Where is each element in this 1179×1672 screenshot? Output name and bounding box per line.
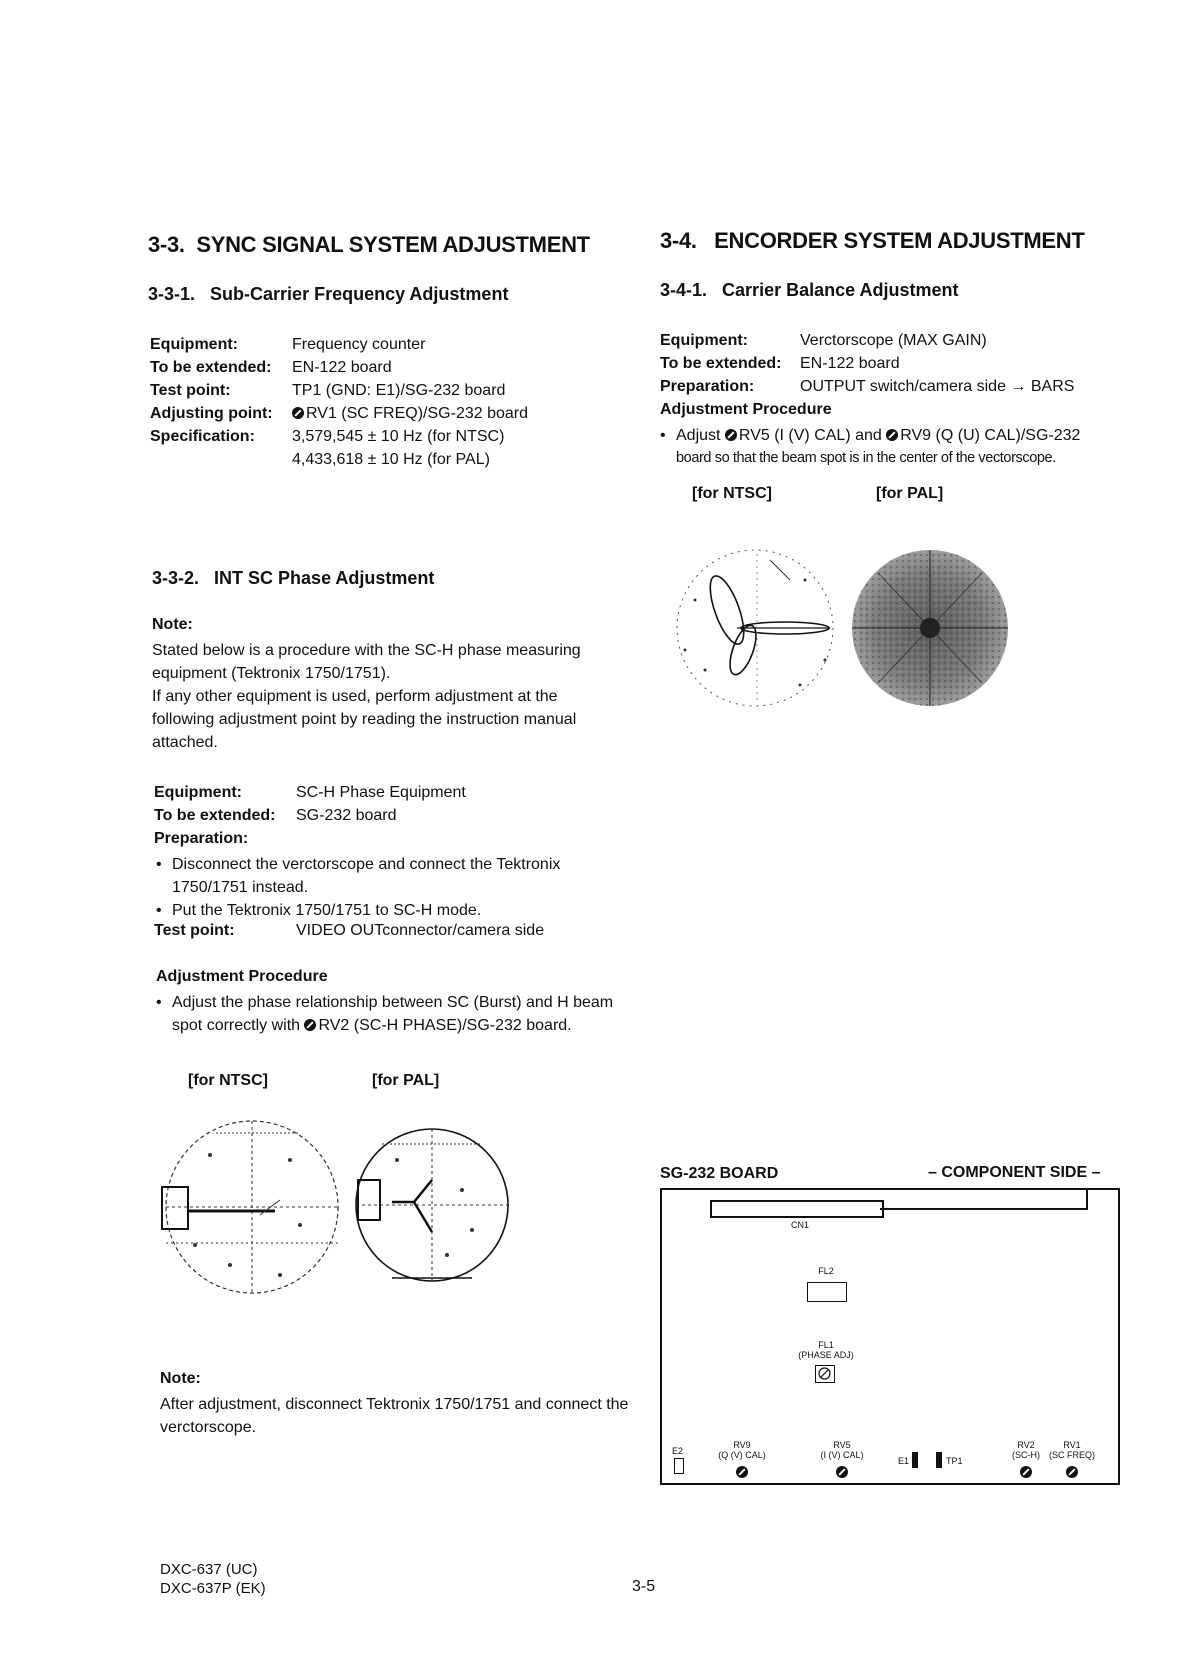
bullet-text: board so that the beam spot is in the center of the vectorscope. (676, 450, 1056, 466)
rv9-label: RV9 (733, 1440, 751, 1450)
e1-pad (912, 1452, 918, 1468)
spec-value: Verctorscope (MAX GAIN) (800, 332, 987, 349)
note-paragraph: If any other equipment is used, perform adjustment at the following adjustment point by reading the instruction manual attached. (152, 688, 577, 751)
sch-scope-pal-figure (352, 1120, 512, 1300)
subsection-3-4-1-heading (660, 280, 958, 301)
section-3-3-heading (148, 232, 590, 258)
subsection-title: Carrier Balance Adjustment (722, 280, 959, 300)
spec-value: EN-122 board (292, 359, 392, 376)
subsection-number: 3-4-1. (660, 280, 708, 300)
spec-label: Test point: (150, 382, 231, 399)
spec-row-extended (154, 807, 397, 825)
spec-value: OUTPUT switch/camera side → BARS (800, 378, 1075, 395)
potentiometer-icon (725, 429, 737, 441)
prep-bullet (156, 899, 617, 922)
procedure-label: Adjustment Procedure (660, 401, 832, 418)
spec-row-equipment (660, 332, 987, 350)
spec-row-test-point (150, 382, 506, 400)
spec-label: Equipment: (154, 784, 242, 801)
fl1-component (815, 1365, 835, 1383)
note-paragraph: Stated below is a procedure with the SC-H phase measuring equipment (Tektronix 1750/1751). (152, 642, 581, 682)
spec-value: SC-H Phase Equipment (296, 784, 466, 801)
e2-pad (674, 1458, 684, 1474)
subsection-number: 3-3-2. (152, 568, 200, 588)
spec-label: Specification: (150, 428, 255, 445)
subsection-title: Sub-Carrier Frequency Adjustment (210, 284, 509, 304)
section-title: SYNC SIGNAL SYSTEM ADJUSTMENT (196, 232, 590, 257)
bullet-text: Disconnect the verctorscope and connect the Tektronix 1750/1751 instead. (172, 856, 561, 896)
spec-row-extended (150, 359, 392, 377)
spec-row-preparation (660, 378, 1075, 396)
bullet-icon: • (156, 856, 162, 873)
spec-label: To be extended: (660, 355, 782, 372)
note-text (152, 639, 617, 754)
bullet-text: Put the Tektronix 1750/1751 to SC-H mode. (172, 902, 482, 919)
spec-row-preparation (154, 830, 248, 848)
spec-row-equipment (154, 784, 466, 802)
spec-value: 3,579,545 ± 10 Hz (for NTSC) (292, 428, 505, 445)
fl2-label: FL2 (818, 1266, 834, 1276)
footer-model: DXC-637P (EK) (160, 1580, 266, 1597)
bullet-text: Adjust the phase relationship between SC (Burst) and H beam spot correctly with (172, 994, 614, 1034)
spec-label: Equipment: (660, 332, 748, 349)
vectorscope-ntsc-figure (665, 540, 845, 715)
spec-row-extended (660, 355, 900, 373)
spec-row-equipment (150, 336, 426, 354)
potentiometer-icon (886, 429, 898, 441)
fl1-sublabel: (PHASE ADJ) (798, 1350, 854, 1360)
spec-row-specification (150, 428, 505, 446)
procedure-label: Adjustment Procedure (156, 968, 328, 985)
bullet-icon: • (156, 994, 162, 1011)
footer-models (160, 1560, 266, 1598)
rv1-potentiometer-icon (1066, 1466, 1078, 1478)
section-3-4-heading (660, 228, 1084, 254)
bullet-text: RV5 (I (V) CAL) and (738, 427, 887, 444)
spec-label: Preparation: (154, 830, 249, 847)
spec-label: Test point: (154, 922, 235, 939)
spec-label: Preparation: (660, 378, 755, 395)
spec-label: Adjusting point: (150, 405, 273, 422)
sch-scope-ntsc-figure (150, 1115, 355, 1305)
procedure-bullet (660, 424, 1131, 470)
spec-label: To be extended: (150, 359, 272, 376)
section-number: 3-4. (660, 228, 697, 253)
bullet-icon: • (156, 902, 162, 919)
e2-label: E2 (672, 1446, 684, 1456)
bullet-text: Adjust (676, 427, 725, 444)
section-title: ENCORDER SYSTEM ADJUSTMENT (714, 228, 1085, 253)
note2-label: Note: (160, 1370, 201, 1387)
rv2-potentiometer-icon (1020, 1466, 1032, 1478)
figure-label-ntsc: [for NTSC] (692, 485, 772, 502)
spec-value: VIDEO OUTconnector/camera side (296, 922, 545, 939)
rv5-sublabel: (I (V) CAL) (820, 1450, 864, 1460)
rv9-potentiometer-icon (736, 1466, 748, 1478)
spec-label: Equipment: (150, 336, 238, 353)
cn1-connector (710, 1200, 884, 1218)
potentiometer-icon (292, 407, 304, 419)
board-side-label: – COMPONENT SIDE – (928, 1164, 1101, 1181)
bullet-text: RV9 (Q (U) CAL)/SG-232 (900, 427, 1081, 444)
spec-value: EN-122 board (800, 355, 900, 372)
page-number: 3-5 (632, 1578, 656, 1595)
subsection-3-3-2-heading (152, 568, 434, 589)
fl2-component (807, 1282, 847, 1302)
spec-value: RV1 (SC FREQ)/SG-232 board (306, 405, 529, 422)
fl1-label: FL1 (818, 1340, 834, 1350)
note2-text: After adjustment, disconnect Tektronix 1750/1751 and connect the verctorscope. (160, 1396, 629, 1436)
footer-model: DXC-637 (UC) (160, 1561, 258, 1578)
figure-label-pal: [for PAL] (372, 1072, 440, 1089)
fl1-trimmer-icon (816, 1366, 833, 1381)
e1-label: E1 (898, 1456, 910, 1466)
spec-value: TP1 (GND: E1)/SG-232 board (292, 382, 506, 399)
procedure-bullet (156, 991, 617, 1037)
sg232-board-diagram (660, 1188, 1120, 1485)
spec-value: Frequency counter (292, 336, 426, 353)
rv2-label: RV2 (1017, 1440, 1035, 1450)
figure-label-pal: [for PAL] (876, 485, 944, 502)
spec-row-adjusting-point (150, 405, 529, 423)
rv1-sublabel: (SC FREQ) (1049, 1450, 1095, 1460)
rv1-label: RV1 (1063, 1440, 1081, 1450)
bullet-text: RV2 (SC-H PHASE)/SG-232 board. (318, 1017, 572, 1034)
figure-label-ntsc: [for NTSC] (188, 1072, 268, 1089)
rv5-label: RV5 (833, 1440, 851, 1450)
subsection-3-3-1-heading (148, 284, 508, 305)
spec-label: To be extended: (154, 807, 276, 824)
prep-bullet (156, 853, 617, 899)
board-title: SG-232 BOARD (660, 1165, 779, 1182)
rv5-potentiometer-icon (836, 1466, 848, 1478)
bullet-icon: • (660, 427, 666, 444)
tp1-label: TP1 (946, 1456, 963, 1466)
note-label: Note: (152, 616, 193, 633)
subsection-number: 3-3-1. (148, 284, 196, 304)
subsection-title: INT SC Phase Adjustment (214, 568, 435, 588)
spec-row-test-point (154, 922, 545, 940)
potentiometer-icon (304, 1019, 316, 1031)
rv2-sublabel: (SC-H) (1012, 1450, 1040, 1460)
cn1-label: CN1 (790, 1220, 809, 1230)
spec-value-pal: 4,433,618 ± 10 Hz (for PAL) (292, 451, 490, 468)
board-edge-line (1086, 1190, 1088, 1210)
vectorscope-pal-figure (848, 548, 1013, 708)
board-edge-line (880, 1208, 1088, 1210)
section-number: 3-3. (148, 232, 185, 257)
tp1-pad (936, 1452, 942, 1468)
rv9-sublabel: (Q (V) CAL) (718, 1450, 766, 1460)
spec-value: SG-232 board (296, 807, 397, 824)
